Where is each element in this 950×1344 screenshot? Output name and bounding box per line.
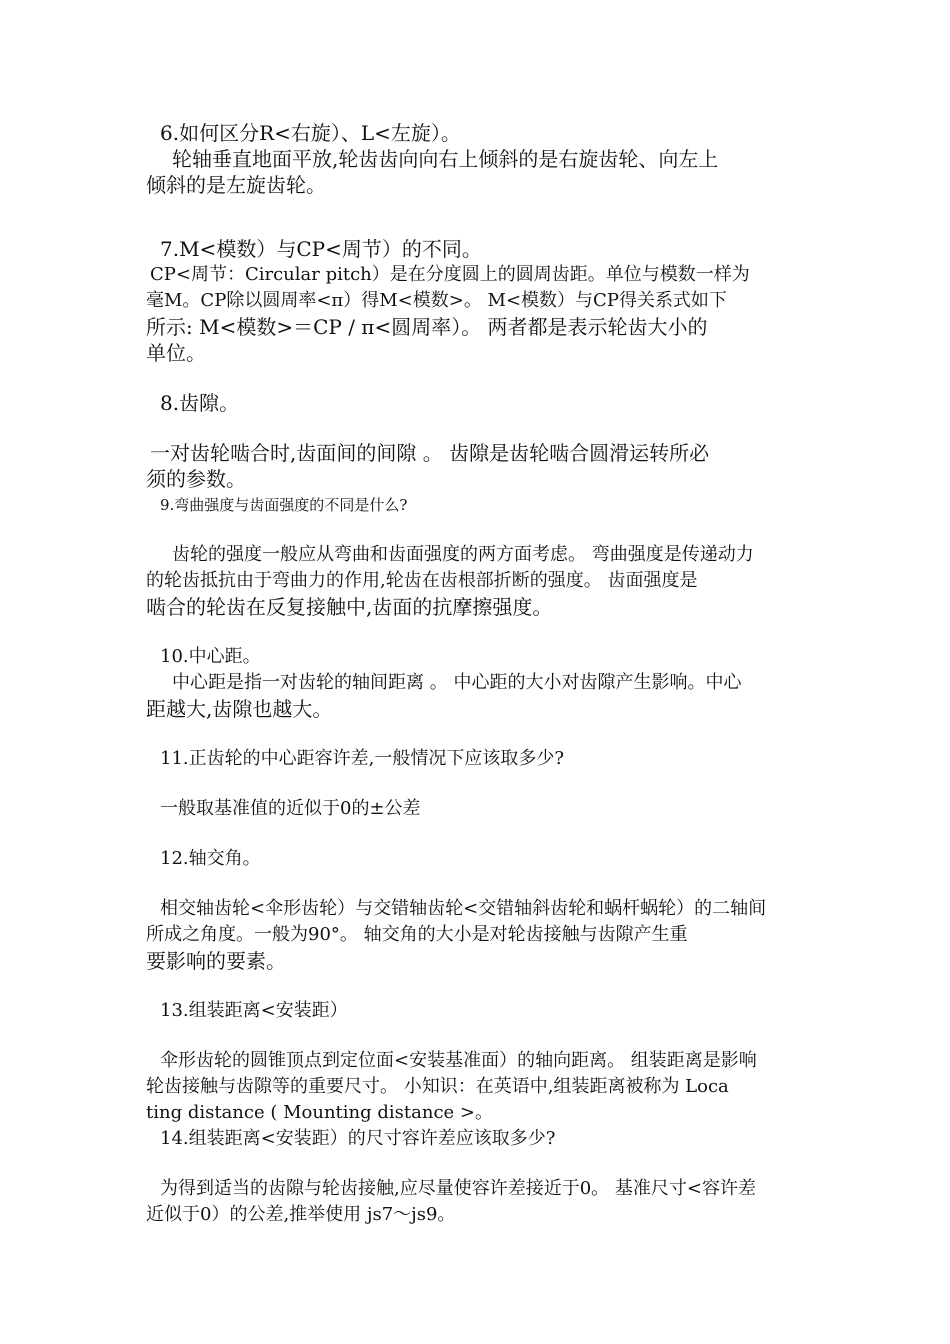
paragraph-line: 啮合的轮齿在反复接触中,齿面的抗摩擦强度。 [146,595,553,619]
paragraph-line: 轮齿接触与齿隙等的重要尺寸。 小知识：在英语中,组装距离被称为 Loca [146,1076,729,1097]
paragraph-line: 的轮齿抵抗由于弯曲力的作用,轮齿在齿根部折断的强度。 齿面强度是 [146,570,698,591]
paragraph-line: 单位。 [146,341,206,365]
paragraph-line: 伞形齿轮的圆锥顶点到定位面<安装基准面）的轴向距离。 组装距离是影响 [160,1050,757,1071]
paragraph-line: 齿轮的强度一般应从弯曲和齿面强度的两方面考虑。 弯曲强度是传递动力 [172,544,754,565]
paragraph-line: 毫M。CP除以圆周率<π）得M<模数>。 M<模数）与CP得关系式如下 [146,290,727,311]
paragraph-line: 倾斜的是左旋齿轮。 [146,173,326,197]
paragraph-line: 轮轴垂直地面平放,轮齿齿向向右上倾斜的是右旋齿轮、向左上 [172,147,719,171]
heading-14: 14.组装距离<安装距）的尺寸容许差应该取多少? [160,1128,556,1149]
paragraph-line: 近似于0）的公差,推举使用 js7～js9。 [146,1204,456,1225]
heading-12: 12.轴交角。 [160,848,261,869]
paragraph-line: 要影响的要素。 [146,949,286,973]
paragraph-line: CP<周节：Circular pitch）是在分度圆上的圆周齿距。单位与模数一样为 [150,264,750,285]
paragraph-line: 中心距是指一对齿轮的轴间距离 。 中心距的大小对齿隙产生影响。中心 [172,672,742,693]
paragraph-line: ting distance ( Mounting distance >。 [146,1102,493,1123]
paragraph-line: 所示: M<模数>＝CP / π<圆周率）。 两者都是表示轮齿大小的 [146,315,708,339]
document-page [146,120,808,1228]
paragraph-line: 为得到适当的齿隙与轮齿接触,应尽量使容许差接近于0。 基准尺寸<容许差 [160,1178,756,1199]
heading-6: 6.如何区分R<右旋）、L<左旋）。 [160,121,461,145]
heading-9: 9.弯曲强度与齿面强度的不同是什么? [160,496,408,514]
paragraph-line: 距越大,齿隙也越大。 [146,697,333,721]
heading-11: 11.正齿轮的中心距容许差,一般情况下应该取多少? [160,748,564,769]
heading-7: 7.M<模数）与CP<周节）的不同。 [160,237,482,261]
paragraph-line: 相交轴齿轮<伞形齿轮）与交错轴齿轮<交错轴斜齿轮和蜗杆蜗轮）的二轴间 [160,898,767,919]
heading-8: 8.齿隙。 [160,391,240,415]
paragraph-line: 须的参数。 [146,467,246,491]
paragraph-line: 一对齿轮啮合时,齿面间的间隙 。 齿隙是齿轮啮合圆滑运转所必 [150,441,710,465]
paragraph-line: 一般取基准值的近似于0的±公差 [160,798,421,819]
heading-13: 13.组装距离<安装距） [160,1000,348,1021]
heading-10: 10.中心距。 [160,646,261,667]
paragraph-line: 所成之角度。一般为90°。 轴交角的大小是对轮齿接触与齿隙产生重 [146,924,688,945]
